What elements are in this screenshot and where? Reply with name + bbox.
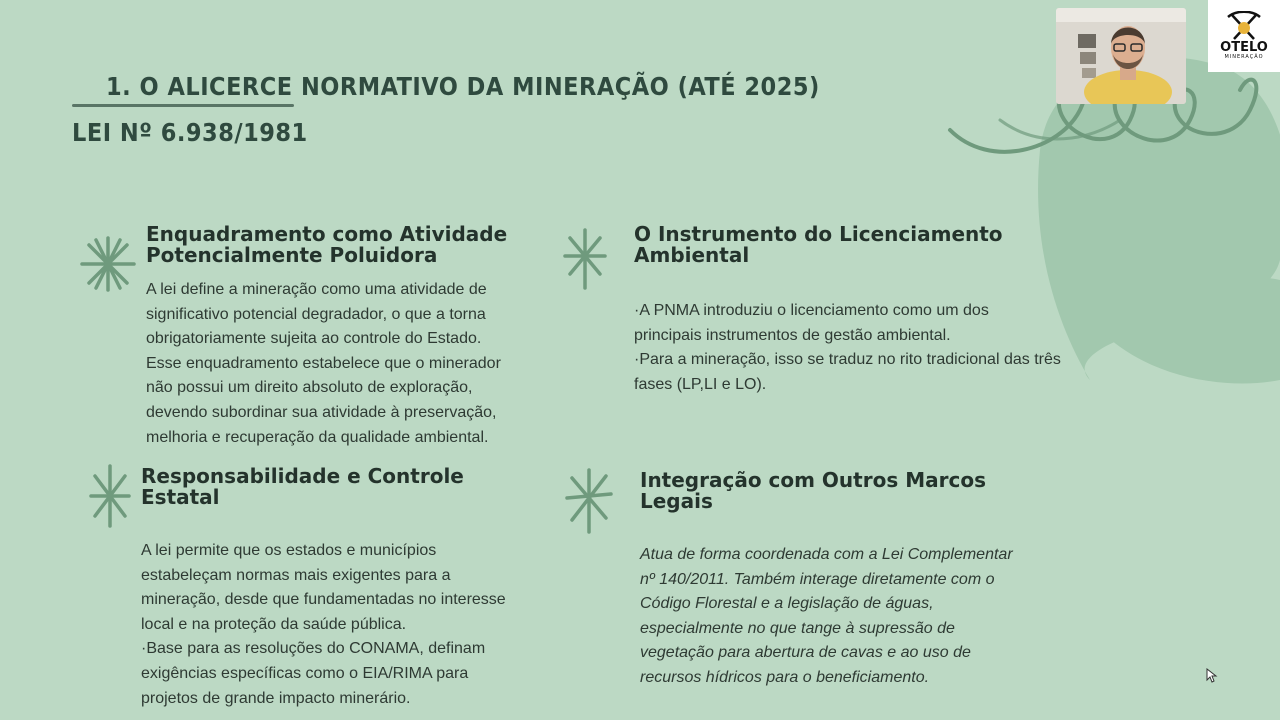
section-enquadramento [146, 224, 546, 450]
section-text-line: A lei permite que os estados e municípios [141, 542, 437, 559]
section-text-line: recursos hídricos para o beneficiamento. [640, 668, 930, 686]
section-heading-line: Enquadramento como Atividade [146, 222, 508, 246]
section-text-line: nº 140/2011. Também interage diretamente com o [640, 570, 995, 588]
section-text-line: vegetação para abertura de cavas e ao uso de [640, 644, 971, 662]
section-text-line: Código Florestal e a legislação de águas, [640, 595, 934, 613]
section-heading: O Instrumento do Licenciamento Ambiental [634, 222, 1003, 267]
page-subtitle: LEI Nº 6.938/1981 [72, 118, 308, 147]
section-heading: Responsabilidade e Controle Estatal [141, 464, 464, 509]
section-text-line: mineração, desde que fundamentadas no interesse [141, 591, 506, 609]
section-text-line: devendo subordinar sua atividade à preservação, [146, 403, 497, 421]
logo-subtitle: MINERAÇÃO [1224, 54, 1264, 60]
section-responsabilidade [141, 466, 541, 711]
section-text-line: significativo potencial degradador, o que a torna [146, 305, 486, 323]
section-text-line: local e na proteção da saúde pública. [141, 615, 407, 633]
section-text-line: projetos de grande impacto minerário. [141, 689, 411, 707]
section-text-line: fases (LP,LI e LO). [634, 375, 767, 393]
section-text-line: estabeleçam normas mais exigentes para a [141, 566, 451, 584]
section-heading-line: Potencialmente Poluidora [146, 243, 438, 267]
section-text-line: não possui um direito absoluto de exploração, [146, 379, 473, 397]
logo-brand: OTELO [1220, 40, 1268, 55]
section-text-line: obrigatoriamente sujeita ao controle do Estado. [146, 330, 482, 348]
starburst-icon [78, 234, 138, 294]
mouse-cursor-icon [1206, 668, 1218, 684]
section-licenciamento [634, 224, 1104, 397]
page-title: 1. O ALICERCE NORMATIVO DA MINERAÇÃO (ATÉ 2025) [106, 72, 820, 101]
section-text-line: A lei define a mineração como uma atividade de [146, 281, 487, 298]
section-text-line: Esse enquadramento estabelece que o minerador [146, 354, 501, 372]
presenter-video-icon [1056, 8, 1186, 104]
section-text-line: exigências específicas como o EIA/RIMA para [141, 664, 469, 682]
section-text-line: ·A PNMA introduziu o licenciamento como um dos [634, 302, 989, 319]
title-underline [72, 104, 294, 107]
section-text-line: especialmente no que tange à supressão de [640, 619, 955, 637]
otelo-logo [1208, 0, 1280, 72]
mining-pickaxe-logo-icon [1224, 11, 1264, 41]
section-integracao [640, 470, 1060, 691]
section-heading [146, 224, 546, 266]
starburst-icon [88, 462, 132, 530]
section-text-line: principais instrumentos de gestão ambiental. [634, 326, 951, 344]
section-text-line: Atua de forma coordenada com a Lei Complementar [640, 546, 1013, 563]
starburst-icon [562, 226, 608, 292]
section-text-line: ·Base para as resoluções do CONAMA, definam [141, 640, 486, 658]
section-text-line: ·Para a mineração, isso se traduz no rito tradicional das três [634, 351, 1061, 369]
presenter-webcam [1056, 8, 1186, 104]
section-heading: Integração com Outros Marcos Legais [640, 468, 986, 513]
section-text-line: melhoria e recuperação da qualidade ambiental. [146, 428, 489, 446]
starburst-icon [564, 466, 614, 536]
